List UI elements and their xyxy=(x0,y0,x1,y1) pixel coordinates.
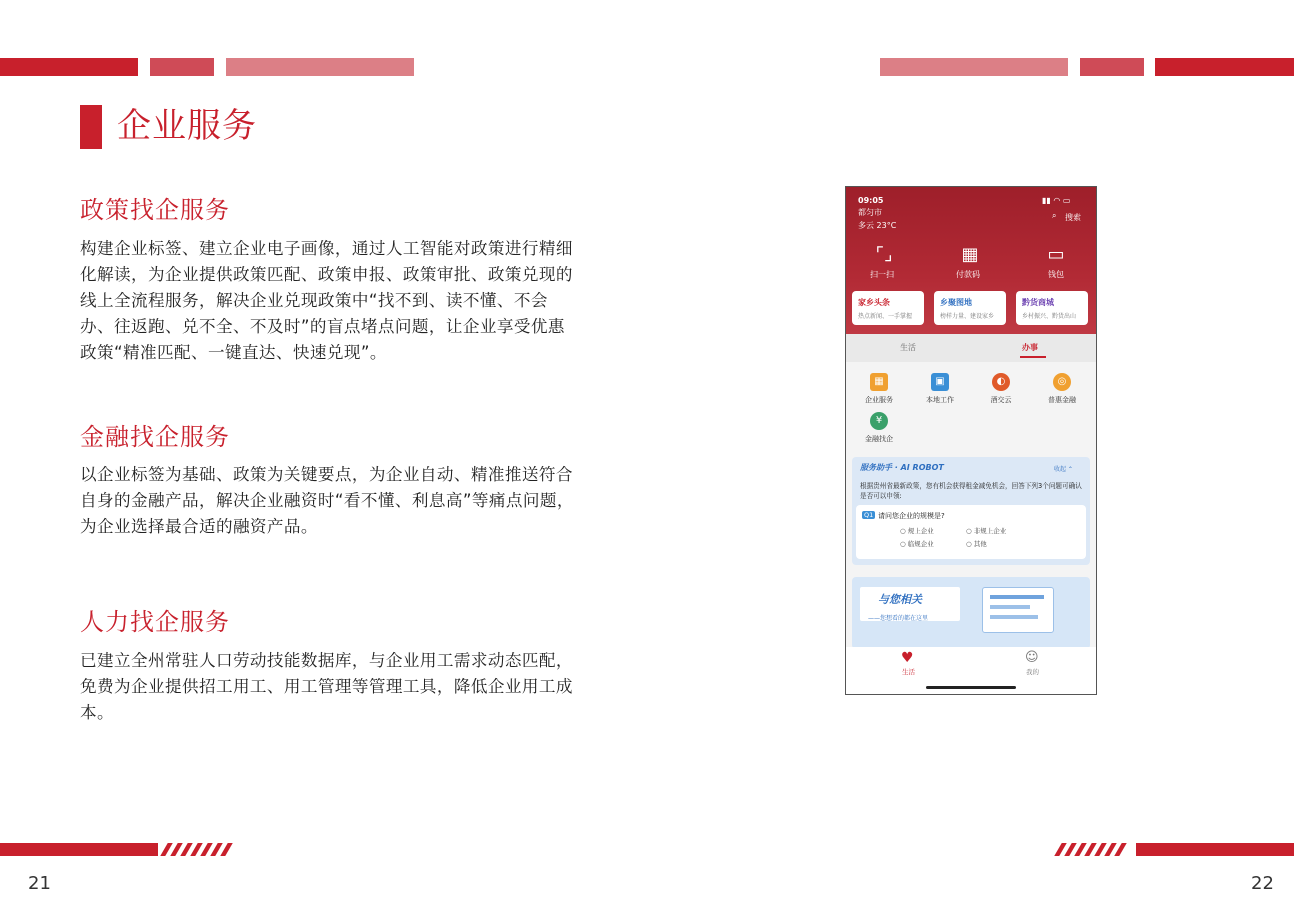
section-body-hr: 已建立全州常驻人口劳动技能数据库，与企业用工需求动态匹配，免费为企业提供招工用工、用工管理等管理工具，降低企业用工成本。 xyxy=(80,651,573,722)
jiujiaoyun-icon: ◐ xyxy=(992,373,1010,391)
yuan-icon: ¥ xyxy=(870,412,888,430)
header-bar-left-2 xyxy=(150,58,214,76)
service-local-work[interactable] xyxy=(915,373,965,405)
robot-collapse[interactable]: 收起 ⌃ xyxy=(1054,466,1073,473)
section-heading-policy: 政策找企服务 xyxy=(80,196,230,224)
service-enterprise[interactable] xyxy=(854,373,904,405)
card-mall-sub: 乡村振兴、黔货出山 xyxy=(1022,313,1077,320)
card-news-title: 家乡头条 xyxy=(858,298,890,307)
quick-label-scan[interactable]: 扫一扫 xyxy=(870,270,894,279)
related-sub: ——您想看的都在这里 xyxy=(868,615,929,622)
heart-icon[interactable]: ♥ xyxy=(901,650,914,666)
tab-underline xyxy=(1020,356,1046,358)
home-indicator xyxy=(926,686,1016,689)
header-bar-right-1 xyxy=(880,58,1068,76)
option-large[interactable]: ○ 规上企业 xyxy=(900,527,934,535)
robot-desc: 根据贵州省最新政策，您有机会获得租金减免机会，回答下列3个问题可确认是否可以申领: xyxy=(860,482,1082,500)
card-hometown-sub: 榜样力量、建设家乡 xyxy=(940,313,995,320)
footer-stripes-right xyxy=(1054,843,1134,856)
option-temp[interactable]: ○ 临规企业 xyxy=(900,540,934,548)
section-body-policy: 构建企业标签、建立企业电子画像，通过人工智能对政策进行精细化解读，为企业提供政策匹配、政策申报、政策审批、政策兑现的线上全流程服务，解决企业兑现政策中“找不到、读不懂、不会办、往返跑、兑不全、不及时”的盲点堵点问题，让企业享受优惠政策“精准匹配、一键直达、快速兑现”。 xyxy=(80,239,573,362)
header-bar-right-2 xyxy=(1080,58,1144,76)
app-screenshot xyxy=(845,186,1097,695)
header-bar-left-1 xyxy=(0,58,138,76)
section-heading-finance: 金融找企服务 xyxy=(80,423,230,451)
card-news[interactable] xyxy=(852,291,924,325)
tab-affairs[interactable]: 办事 xyxy=(1022,343,1038,352)
page-title: 企业服务 xyxy=(117,106,257,146)
robot-question-card xyxy=(856,505,1086,559)
footer-bar-left xyxy=(0,843,158,856)
profile-icon[interactable]: ☺ xyxy=(1025,650,1039,665)
illustration-line xyxy=(990,605,1030,609)
city-selector[interactable]: 都匀市 xyxy=(858,208,882,217)
page-number-left: 21 xyxy=(28,873,51,894)
scan-icon[interactable]: ⌜⌟ xyxy=(875,244,893,265)
service-finance[interactable] xyxy=(1037,373,1087,405)
service-local-work-label: 本地工作 xyxy=(926,396,954,404)
qr-code-icon[interactable]: ▦ xyxy=(961,244,979,265)
nav-life[interactable]: 生活 xyxy=(902,668,915,676)
bottom-nav xyxy=(846,647,1096,694)
question-text: 请问您企业的规模是? xyxy=(878,512,945,520)
quick-label-wallet[interactable]: 钱包 xyxy=(1048,270,1064,279)
quick-label-pay[interactable]: 付款码 xyxy=(956,270,980,279)
page-number-right: 22 xyxy=(1251,873,1274,894)
status-time: 09:05 xyxy=(858,196,884,205)
footer-bar-right xyxy=(1136,843,1294,856)
card-mall[interactable] xyxy=(1016,291,1088,325)
related-banner[interactable] xyxy=(852,577,1090,649)
coins-icon: ◎ xyxy=(1053,373,1071,391)
option-other[interactable]: ○ 其他 xyxy=(966,540,987,548)
nav-mine[interactable]: 我的 xyxy=(1026,668,1039,676)
card-mall-title: 黔货商城 xyxy=(1022,298,1054,307)
service-enterprise-label: 企业服务 xyxy=(865,396,893,404)
card-hometown[interactable] xyxy=(934,291,1006,325)
service-finance-find-label: 金融找企 xyxy=(865,435,893,443)
tab-bar xyxy=(846,334,1096,362)
related-title: 与您相关 xyxy=(878,593,922,606)
briefcase-icon: ▣ xyxy=(931,373,949,391)
ai-robot-panel xyxy=(852,457,1090,565)
option-non-large[interactable]: ○ 非规上企业 xyxy=(966,527,1007,535)
search-label[interactable]: 搜索 xyxy=(1065,213,1081,222)
weather-text: 多云 23°C xyxy=(858,221,897,230)
service-finance-find[interactable] xyxy=(854,412,904,444)
service-finance-label: 普惠金融 xyxy=(1048,396,1076,404)
header-bar-left-3 xyxy=(226,58,414,76)
robot-title: 服务助手 · AI ROBOT xyxy=(860,463,944,472)
question-tag: Q1 xyxy=(864,511,874,519)
illustration-line xyxy=(990,615,1038,619)
enterprise-icon: ▦ xyxy=(870,373,888,391)
section-heading-hr: 人力找企服务 xyxy=(80,608,230,636)
illustration-line xyxy=(990,595,1044,599)
title-marker xyxy=(80,105,102,149)
status-icons: ▮▮ ◠ ▭ xyxy=(1042,196,1071,205)
wallet-icon[interactable]: ▭ xyxy=(1047,244,1065,265)
service-jiujiaoyun-label: 酒交云 xyxy=(990,396,1012,404)
header-bar-right-3 xyxy=(1155,58,1294,76)
card-hometown-title: 乡聚图地 xyxy=(940,298,972,307)
tab-life[interactable]: 生活 xyxy=(900,343,916,352)
footer-stripes-left xyxy=(160,843,240,856)
service-jiujiaoyun[interactable] xyxy=(976,373,1026,405)
search-icon[interactable]: ⌕ xyxy=(1052,211,1057,220)
section-body-finance: 以企业标签为基础、政策为关键要点，为企业自动、精准推送符合自身的金融产品，解决企业融资时“看不懂、利息高”等痛点问题，为企业选择最合适的融资产品。 xyxy=(80,465,574,536)
card-news-sub: 热点新闻、一手掌握 xyxy=(858,313,913,320)
illustration-screen xyxy=(982,587,1054,633)
